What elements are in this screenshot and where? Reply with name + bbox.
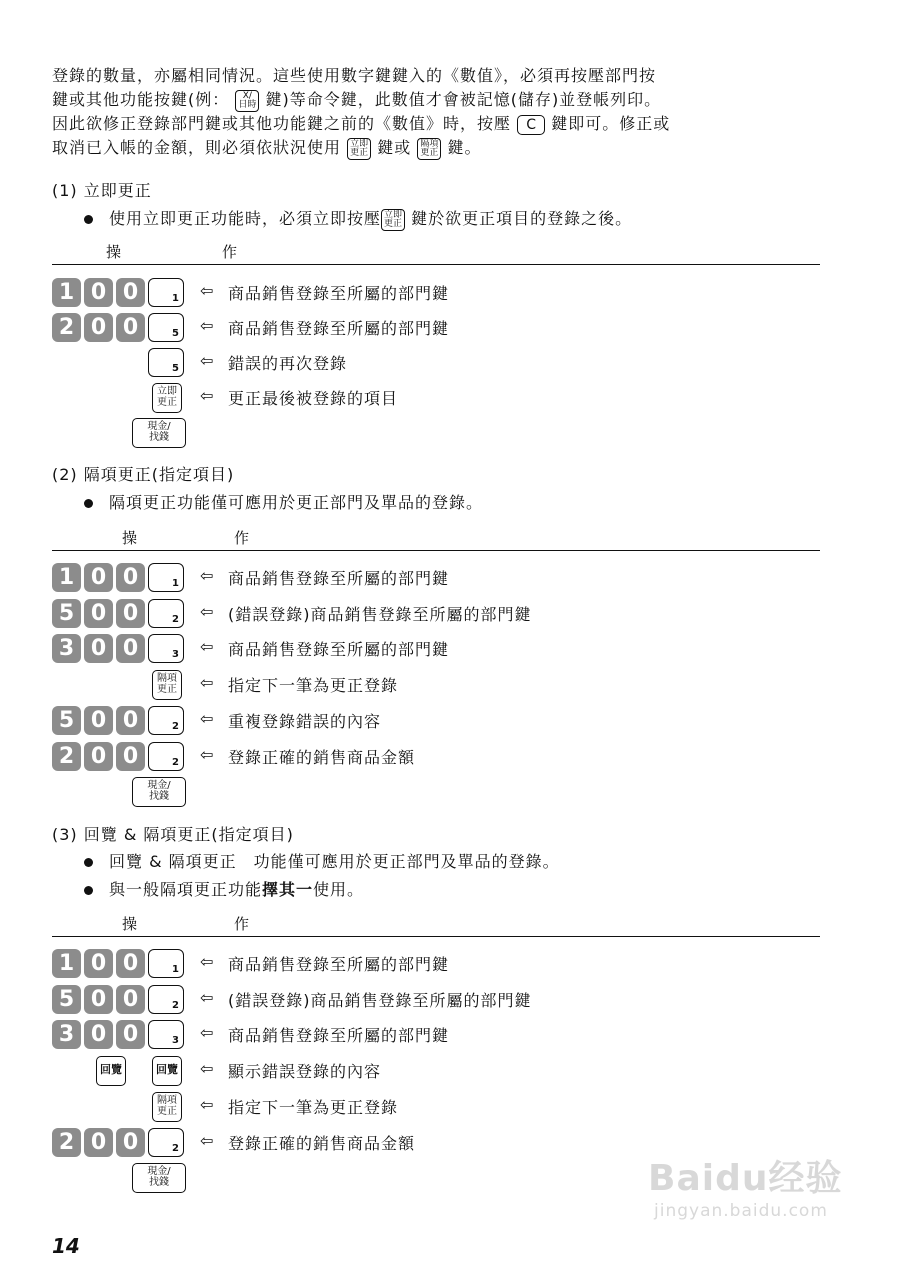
left-arrow-icon: ⇦ — [200, 281, 214, 300]
section2-title: (2) 隔項更正(指定項目) — [52, 465, 235, 484]
section2-bullet-1: 隔項更正功能僅可應用於更正部門及單品的登錄。 — [84, 490, 483, 513]
cash-key-icon: 現金/ 找錢 — [132, 1163, 186, 1193]
department-key-icon — [148, 706, 184, 735]
section1-bullet-1: 使用立即更正功能時，必須立即按壓 立即 更正 鍵於欲更正項目的登錄之後。 — [84, 206, 632, 231]
digit-key-icon: 3 — [52, 1020, 81, 1049]
department-key-icon — [148, 313, 184, 342]
intro-paragraph — [52, 64, 842, 160]
bullet-dot-icon — [84, 499, 93, 508]
section3-bullet-1: 回覽 & 隔項更正 功能僅可應用於更正部門及單品的登錄。 — [84, 849, 560, 872]
operation-description: 顯示錯誤登錄的內容 — [228, 1062, 382, 1082]
operation-description: 錯誤的再次登錄 — [228, 354, 348, 373]
department-key-number: 3 — [172, 1035, 179, 1047]
cash-key-icon: 現金/ 找錢 — [132, 777, 186, 807]
immediate-correction-key-icon: 立即 更正 — [347, 138, 371, 160]
department-key-number: 2 — [172, 756, 179, 768]
digit-key-icon: 0 — [116, 599, 145, 628]
digit-key-icon: 0 — [116, 985, 145, 1014]
department-key-number: 2 — [172, 1142, 179, 1154]
review-key-icon: 回覽 — [96, 1056, 126, 1086]
digit-key-icon: 0 — [116, 706, 145, 735]
digit-key-icon: 0 — [116, 742, 145, 771]
watermark-url: jingyan.baidu.com — [654, 1201, 828, 1221]
operation-description: 更正最後被登錄的項目 — [228, 389, 399, 408]
left-arrow-icon: ⇦ — [200, 1094, 214, 1114]
digit-key-icon: 0 — [116, 563, 145, 592]
digit-key-icon: 0 — [84, 599, 113, 628]
bullet-dot-icon — [84, 215, 93, 224]
bullet-dot-icon — [84, 886, 93, 895]
digit-key-icon: 1 — [52, 278, 81, 307]
left-arrow-icon: ⇦ — [200, 1130, 214, 1150]
operation-description: (錯誤登錄)商品銷售登錄至所屬的部門鍵 — [228, 604, 532, 624]
operation-description: 指定下一筆為更正登錄 — [228, 676, 399, 696]
operation-description: 指定下一筆為更正登錄 — [228, 1097, 399, 1117]
digit-key-icon: 5 — [52, 985, 81, 1014]
digit-key-icon: 0 — [84, 563, 113, 592]
digit-key-icon: 0 — [84, 985, 113, 1014]
department-key-number: 1 — [172, 293, 179, 304]
digit-key-icon: 5 — [52, 706, 81, 735]
operation-description: 商品銷售登錄至所屬的部門鍵 — [228, 955, 450, 974]
left-arrow-icon: ⇦ — [200, 952, 214, 971]
department-key-icon — [148, 599, 184, 628]
time-key-icon: X/ 日時 — [235, 90, 259, 112]
page-number: 14 — [52, 1234, 80, 1258]
department-key-icon — [148, 348, 184, 377]
void-correction-key-icon: 隔項 更正 — [417, 138, 441, 160]
department-key-icon — [148, 949, 184, 978]
department-key-icon — [148, 1128, 184, 1157]
digit-key-icon: 0 — [84, 1128, 113, 1157]
department-key-number: 5 — [172, 363, 179, 374]
digit-key-icon: 0 — [84, 742, 113, 771]
section3-divider — [52, 936, 820, 937]
digit-key-icon: 2 — [52, 742, 81, 771]
department-key-number: 3 — [172, 649, 179, 661]
section1-title: (1) 立即更正 — [52, 181, 152, 200]
left-arrow-icon: ⇦ — [200, 708, 214, 728]
watermark-logo: Baidu经验 — [648, 1158, 843, 1199]
digit-key-icon: 0 — [116, 634, 145, 663]
digit-key-icon: 2 — [52, 1128, 81, 1157]
digit-key-icon: 2 — [52, 313, 81, 342]
digit-key-icon: 0 — [116, 949, 145, 978]
section3-title: (3) 回覽 & 隔項更正(指定項目) — [52, 825, 294, 844]
digit-key-icon: 1 — [52, 563, 81, 592]
cash-key-icon: 現金/ 找錢 — [132, 418, 186, 448]
digit-key-icon: 0 — [116, 313, 145, 342]
section3-bullet-2: 與一般隔項更正功能擇其一使用。 — [84, 877, 364, 900]
section2-header: 操 作 — [122, 529, 250, 547]
section1-divider — [52, 264, 820, 265]
left-arrow-icon: ⇦ — [200, 987, 214, 1007]
digit-key-icon: 1 — [52, 949, 81, 978]
department-key-icon — [148, 634, 184, 663]
immediate-correction-key-icon: 立即 更正 — [381, 209, 405, 231]
review-key-icon: 回覽 — [152, 1056, 182, 1086]
correction-key-icon: 隔項 更正 — [152, 670, 182, 700]
left-arrow-icon: ⇦ — [200, 673, 214, 693]
digit-key-icon: 0 — [84, 313, 113, 342]
left-arrow-icon: ⇦ — [200, 351, 214, 370]
section2-divider — [52, 550, 820, 551]
digit-key-icon: 0 — [84, 949, 113, 978]
operation-description: 登錄正確的銷售商品金額 — [228, 747, 416, 767]
digit-key-icon: 0 — [84, 278, 113, 307]
intro-line-3: 因此欲修正登錄部門鍵或其他功能鍵之前的《數值》時，按壓 C 鍵即可。修正或 — [52, 114, 671, 133]
operation-description: 登錄正確的銷售商品金額 — [228, 1133, 416, 1153]
operation-description: 商品銷售登錄至所屬的部門鍵 — [228, 1026, 450, 1046]
correction-key-icon: 立即 更正 — [152, 383, 182, 413]
operation-description: 商品銷售登錄至所屬的部門鍵 — [228, 284, 450, 303]
department-key-number: 2 — [172, 720, 179, 732]
department-key-number: 2 — [172, 613, 179, 625]
clear-key-icon: C — [517, 115, 545, 135]
section3-header: 操 作 — [122, 915, 250, 933]
department-key-number: 1 — [172, 578, 179, 589]
digit-key-icon: 0 — [84, 1020, 113, 1049]
digit-key-icon: 0 — [84, 634, 113, 663]
department-key-number: 1 — [172, 964, 179, 975]
left-arrow-icon: ⇦ — [200, 1059, 214, 1079]
section1-header: 操 作 — [106, 243, 238, 261]
left-arrow-icon: ⇦ — [200, 637, 214, 657]
left-arrow-icon: ⇦ — [200, 316, 214, 335]
digit-key-icon: 5 — [52, 599, 81, 628]
operation-description: 商品銷售登錄至所屬的部門鍵 — [228, 640, 450, 660]
department-key-icon — [148, 1020, 184, 1049]
left-arrow-icon: ⇦ — [200, 566, 214, 585]
digit-key-icon: 3 — [52, 634, 81, 663]
watermark — [648, 1150, 842, 1221]
intro-line-2: 鍵或其他功能按鍵(例： X/ 日時 鍵)等命令鍵，此數值才會被記憶(儲存)並登帳列印。 — [52, 90, 662, 110]
digit-key-icon: 0 — [116, 1128, 145, 1157]
left-arrow-icon: ⇦ — [200, 1023, 214, 1043]
department-key-icon — [148, 742, 184, 771]
left-arrow-icon: ⇦ — [200, 601, 214, 621]
department-key-number: 5 — [172, 328, 179, 339]
operation-description: (錯誤登錄)商品銷售登錄至所屬的部門鍵 — [228, 990, 532, 1010]
department-key-number: 2 — [172, 999, 179, 1011]
department-key-icon — [148, 563, 184, 592]
digit-key-icon: 0 — [116, 278, 145, 307]
operation-description: 重複登錄錯誤的內容 — [228, 711, 382, 731]
operation-description: 商品銷售登錄至所屬的部門鍵 — [228, 319, 450, 338]
correction-key-icon: 隔項 更正 — [152, 1092, 182, 1122]
intro-line-1: 登錄的數量，亦屬相同情況。這些使用數字鍵鍵入的《數值》，必須再按壓部門按 — [52, 66, 657, 85]
bullet-dot-icon — [84, 858, 93, 867]
department-key-icon — [148, 985, 184, 1014]
digit-key-icon: 0 — [84, 706, 113, 735]
left-arrow-icon: ⇦ — [200, 744, 214, 764]
left-arrow-icon: ⇦ — [200, 386, 214, 405]
department-key-icon — [148, 278, 184, 307]
intro-line-4: 取消已入帳的金額，則必須依狀況使用 立即 更正 鍵或 隔項 更正 鍵。 — [52, 138, 482, 158]
digit-key-icon: 0 — [116, 1020, 145, 1049]
operation-description: 商品銷售登錄至所屬的部門鍵 — [228, 569, 450, 588]
